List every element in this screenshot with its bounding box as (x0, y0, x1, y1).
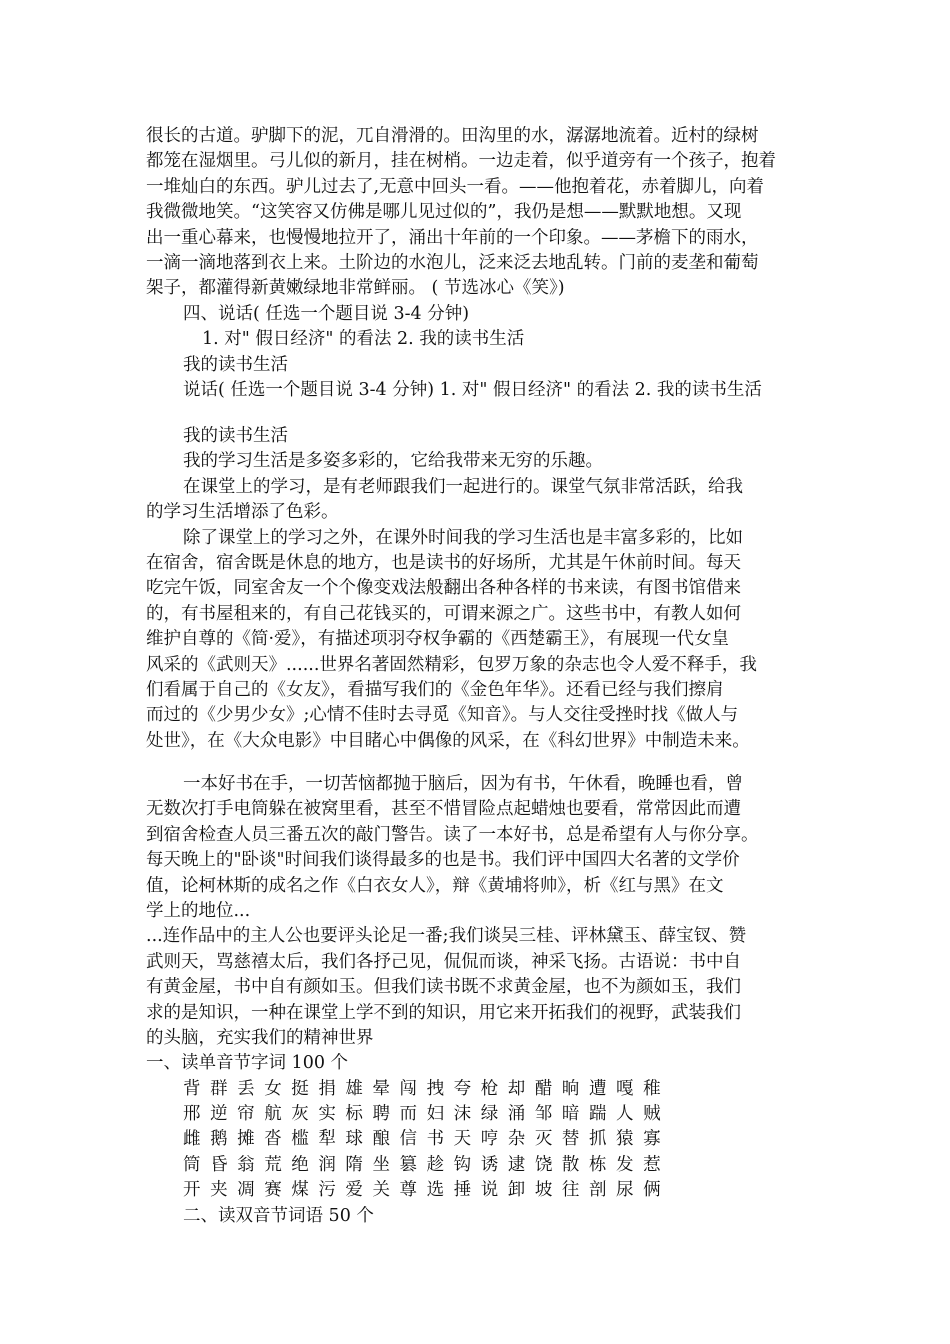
essay-line: 的，有书屋租来的，有自己花钱买的，可谓来源之广。这些书中，有教人如何 (146, 603, 741, 624)
essay-line: 求的是知识，一种在课堂上学不到的知识，用它来开拓我们的视野，武装我们 (146, 1002, 741, 1023)
essay-intro: 我的学习生活是多姿多彩的，它给我带来无穷的乐趣。 (183, 451, 603, 472)
essay-paragraph (146, 924, 812, 1051)
essay-line: 维护自尊的《简·爱》，有描述项羽夺权争霸的《西楚霸王》，有展现一代女皇 (146, 629, 730, 650)
essay-line: 每天晚上的"卧谈"时间我们谈得最多的也是书。我们评中国四大名著的文学价 (146, 850, 740, 871)
essay-line: 吃完午饭，同室舍友一个个像变戏法般翻出各种各样的书来读，有图书馆借来 (146, 578, 741, 599)
essay-title: 我的读书生活 (183, 426, 288, 446)
passage-line: 很长的古道。驴脚下的泥，兀自滑滑的。田沟里的水，潺潺地流着。近村的绿树 (146, 126, 759, 146)
passage-excerpt (146, 124, 812, 302)
essay-line: 值，论柯林斯的成名之作《白衣女人》，辩《黄埔将帅》，析《红与黑》在文 (146, 875, 724, 896)
essay-line: 在宿舍，宿舍既是休息的地方，也是读书的好场所，尤其是午休前时间。每天 (146, 552, 741, 573)
essay-line: 们看属于自己的《女友》，看描写我们的《金色年华》。还看已经与我们擦肩 (146, 679, 724, 700)
repeated-instruction: 说话( 任选一个题目说 3-4 分钟) 1. 对" 假日经济" 的看法 2. 我的读书生活 (183, 380, 762, 401)
essay-line: 风采的《武则天》......世界名著固然精彩，包罗万象的杂志也令人爱不释手，我 (146, 654, 757, 675)
essay-line: 而过的《少男少女》;心情不佳时去寻觅《知音》。与人交往受挫时找《做人与 (146, 705, 739, 726)
character-grid (146, 1077, 812, 1204)
passage-line: 架子，都灌得新黄嫩绿地非常鲜丽。 ( 节选冰心《笑》) (146, 278, 565, 299)
section-speaking (146, 302, 812, 404)
character-row: 邢 逆 帘 航 灰 实 标 聘 而 妇 沫 绿 涌 邹 暗 踹 人 贼 (183, 1104, 663, 1125)
essay-line: 学上的地位... (146, 900, 251, 921)
topic-heading: 我的读书生活 (183, 354, 288, 375)
passage-line: 都笼在湿烟里。弓儿似的新月，挂在树梢。一边走着，似乎道旁有一个孩子，抱着 (146, 151, 776, 172)
character-row: 筒 昏 翁 荒 绝 润 隋 坐 篡 趁 钩 诱 逮 饶 散 栋 发 惹 (183, 1154, 663, 1175)
section-heading: 四、说话( 任选一个题目说 3-4 分钟) (183, 304, 470, 324)
character-row: 雌 鹅 摊 沓 槛 犁 球 酿 信 书 天 哼 杂 灭 替 抓 猿 寡 (183, 1129, 663, 1150)
essay-paragraph (146, 526, 812, 755)
passage-line: 一堆灿白的东西。驴儿过去了,无意中回头一看。——他抱着花，赤着脚儿，向着 (146, 176, 765, 197)
section-heading: 二、读双音节词语 50 个 (183, 1205, 374, 1226)
essay-line: 武则天，骂慈禧太后，我们各抒己见，侃侃而谈，神采飞扬。古语说：书中自 (146, 951, 741, 972)
section-heading: 一、读单音节字词 100 个 (146, 1053, 349, 1074)
passage-line: 我微微地笑。“这笑容又仿佛是哪儿见过似的”，我仍是想——默默地想。又现 (146, 202, 742, 223)
essay-line: 的学习生活增添了色彩。 (146, 502, 339, 523)
essay-line: 一本好书在手，一切苦恼都抛于脑后，因为有书，午休看，晚睡也看，曾 (183, 774, 743, 794)
essay (146, 424, 812, 754)
passage-line: 一滴一滴地落到衣上来。土阶边的水泡儿，泛来泛去地乱转。门前的麦垄和葡萄 (146, 252, 759, 273)
essay-line: ...连作品中的主人公也要评头论足一番;我们谈吴三桂、评林黛玉、薛宝钗、赞 (146, 926, 747, 947)
essay-line: 的头脑，充实我们的精神世界 (146, 1027, 374, 1048)
character-row: 背 群 丢 女 挺 捐 雄 晕 闯 拽 夸 枪 却 醋 晌 遭 嘎 稚 (183, 1078, 663, 1099)
essay-line: 在课堂上的学习，是有老师跟我们一起进行的。课堂气氛非常活跃，给我 (183, 476, 743, 497)
essay-line: 处世》，在《大众电影》中目睹心中偶像的风采，在《科幻世界》中制造未来。 (146, 730, 750, 751)
essay-line: 到宿舍检查人员三番五次的敲门警告。读了一本好书，总是希望有人与你分享。 (146, 824, 759, 845)
essay-line: 除了课堂上的学习之外，在课外时间我的学习生活也是丰富多彩的，比如 (183, 527, 743, 548)
essay-paragraph (146, 772, 812, 924)
essay-paragraph (146, 475, 812, 526)
passage-line: 出一重心幕来，也慢慢地拉开了，涌出十年前的一个印象。——茅檐下的雨水， (146, 227, 759, 248)
essay-line: 有黄金屋，书中自有颜如玉。但我们读书既不求黄金屋，也不为颜如玉，我们 (146, 977, 741, 998)
character-row: 开 夹 凋 赛 煤 污 爱 关 尊 选 捶 说 卸 坡 往 剖 尿 俩 (183, 1180, 663, 1201)
essay-line: 无数次打手电筒躲在被窝里看，甚至不惜冒险点起蜡烛也要看，常常因此而遭 (146, 799, 741, 820)
essay-continued (146, 772, 812, 1229)
topic-options: 1. 对" 假日经济" 的看法 2. 我的读书生活 (202, 329, 525, 350)
